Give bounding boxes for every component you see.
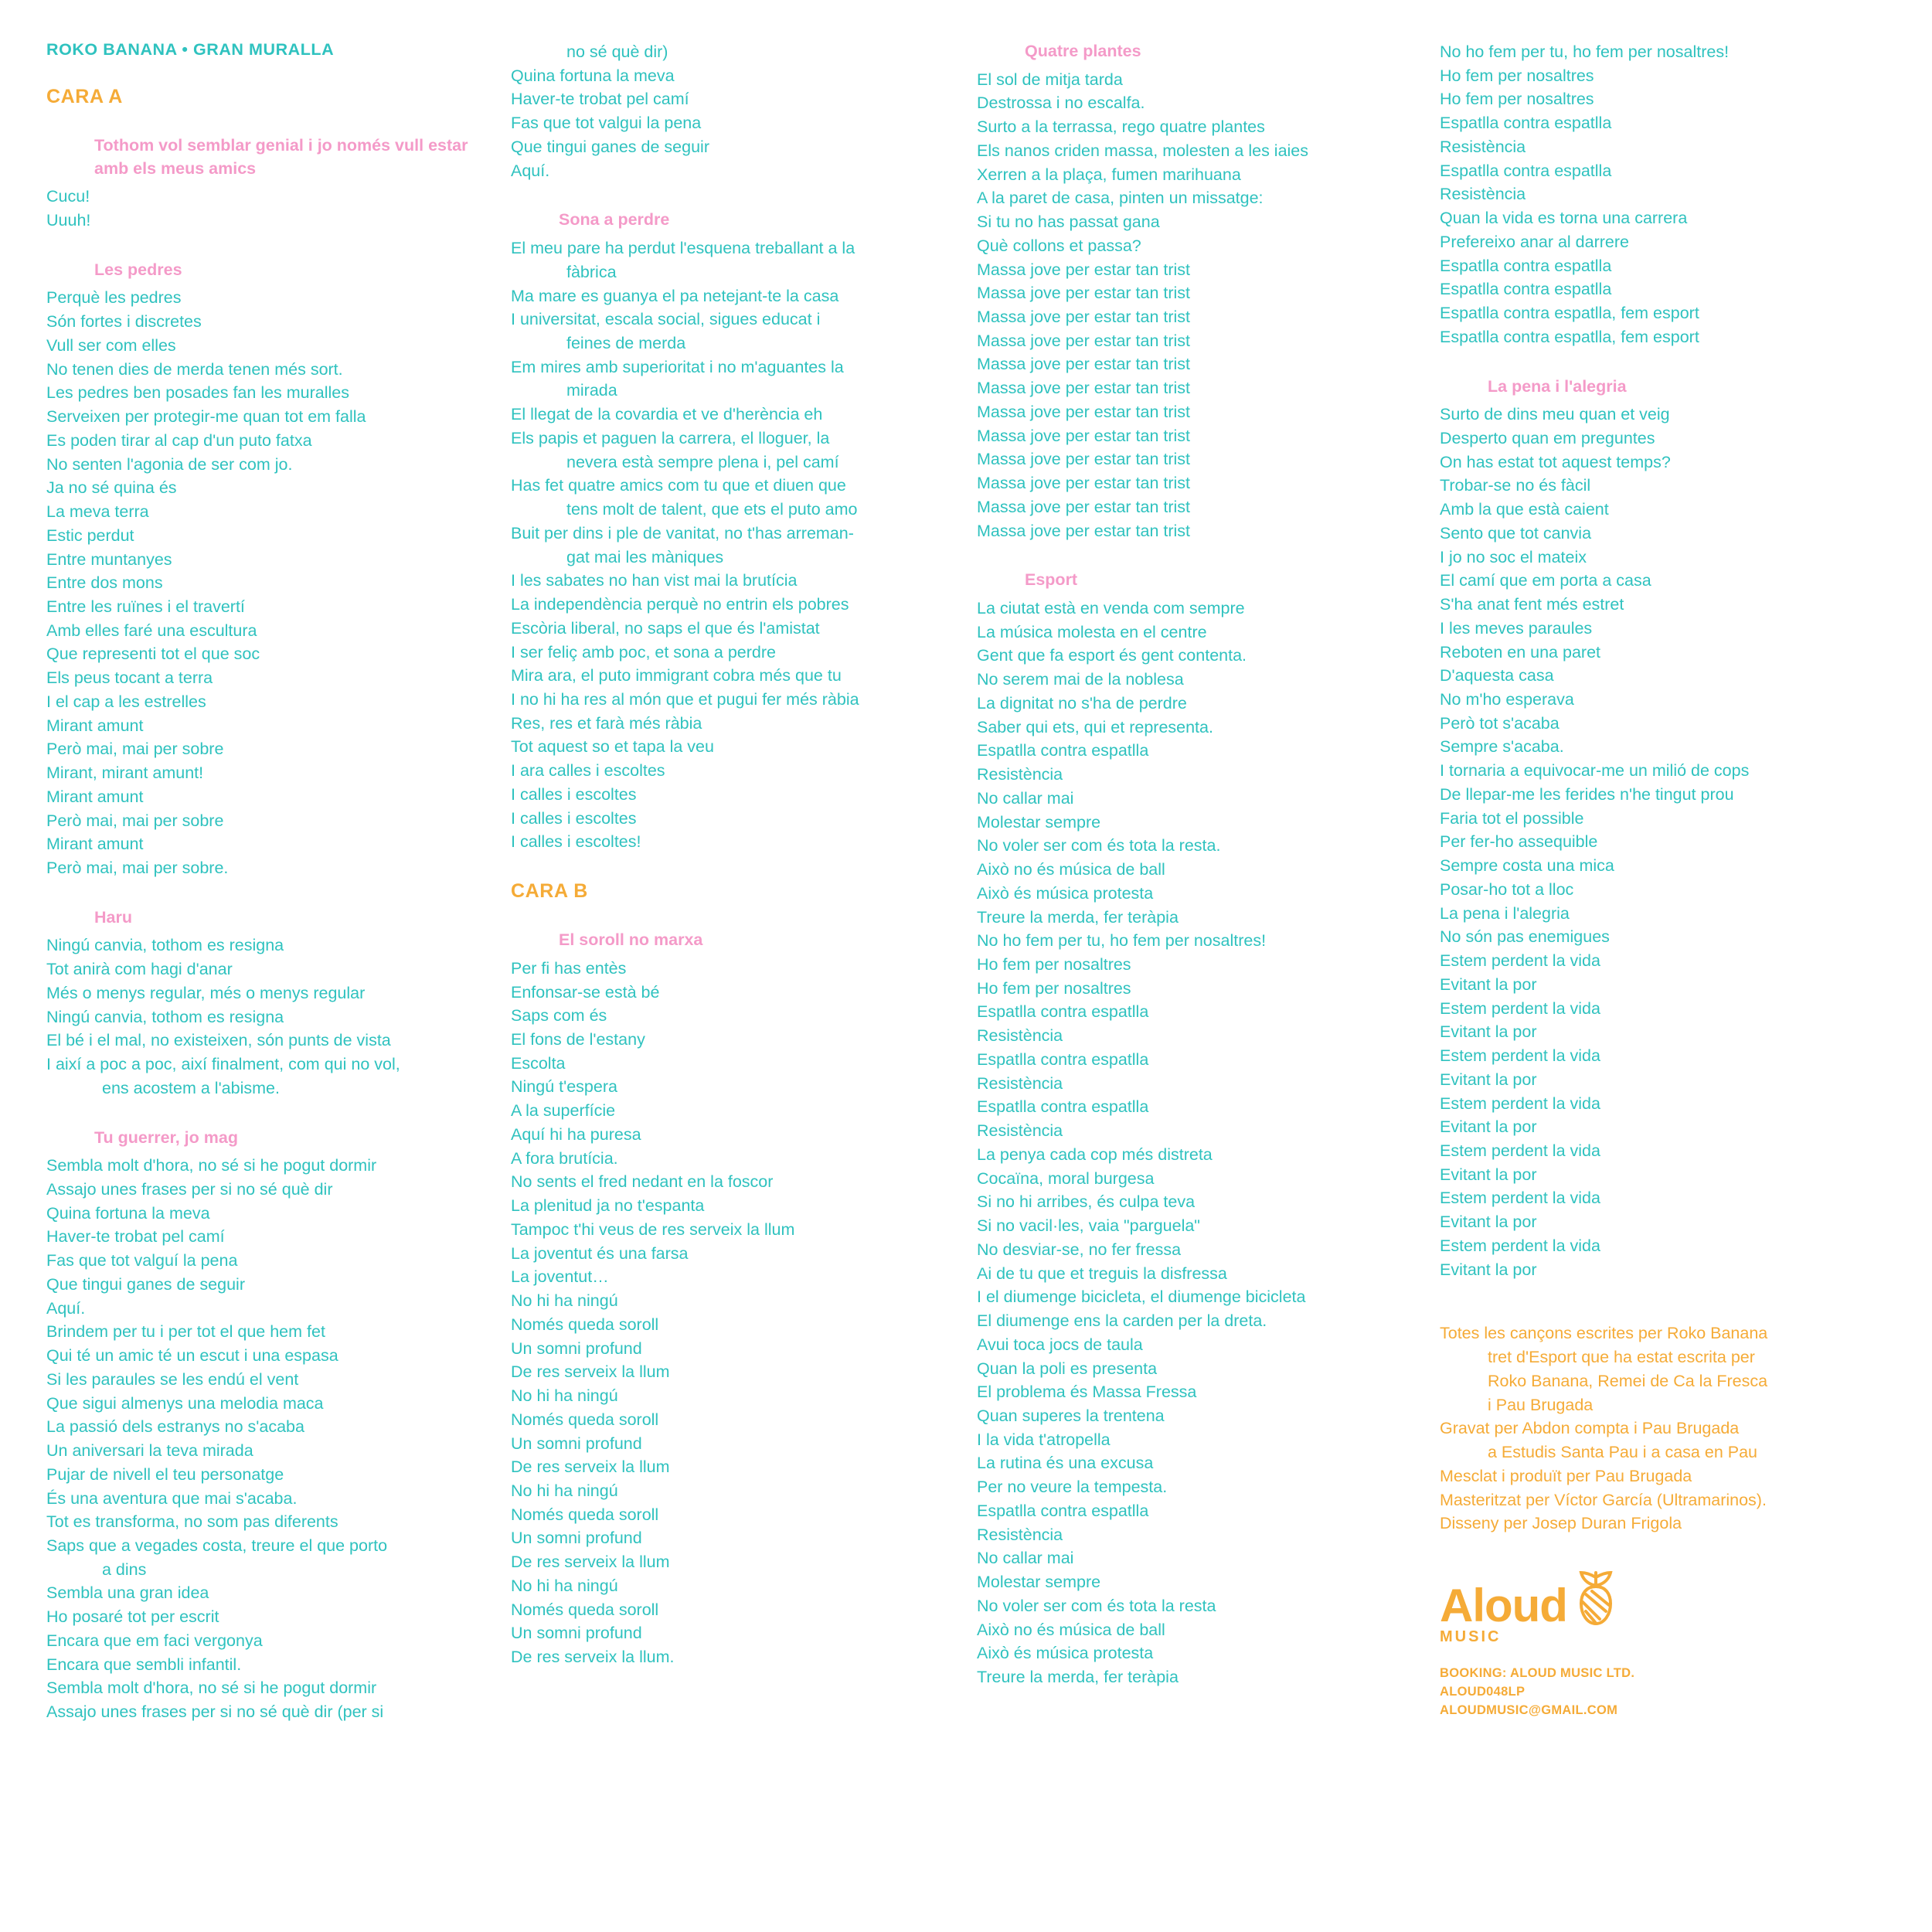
lyric-line: Saps que a vegades costa, treure el que porto <box>46 1536 388 1555</box>
lyric-line: Un somni profund <box>511 1434 642 1453</box>
lyric-line: La pena i l'alegria <box>1440 903 1570 923</box>
lyric-line: Per fi has entès <box>511 958 627 978</box>
lyric-line: La penya cada cop més distreta <box>977 1145 1213 1164</box>
credit-line: tret d'Esport que ha estat escrita per <box>1488 1348 1755 1367</box>
lyric-line: Però mai, mai per sobre <box>46 740 224 759</box>
lyric-line: feines de merda <box>566 334 686 352</box>
lyric-line: Treure la merda, fer teràpia <box>977 907 1179 927</box>
lyric-line: Quan la vida es torna una carrera <box>1440 209 1688 228</box>
lyric-line: Serveixen per protegir-me quan tot em falla <box>46 407 366 427</box>
lyric-line: Ningú t'espera <box>511 1077 617 1097</box>
song-title: Sona a perdre <box>559 210 670 230</box>
label-name: Aloud <box>1440 1579 1567 1631</box>
lyric-line: Trobar-se no és fàcil <box>1440 476 1591 495</box>
lyric-line: Assajo unes frases per si no sé què dir <box>46 1179 333 1199</box>
lyric-line: Haver-te trobat pel camí <box>46 1227 225 1247</box>
lyric-line: Ho fem per nosaltres <box>1440 66 1594 85</box>
lyric-line: És una aventura que mai s'acaba. <box>46 1488 298 1508</box>
lyric-line: Resistència <box>977 765 1063 784</box>
lyric-line: Resistència <box>1440 137 1526 156</box>
lyric-line: Entre les ruïnes i el travertí <box>46 597 245 616</box>
lyric-line: Ho fem per nosaltres <box>977 978 1131 998</box>
lyric-line: Si tu no has passat gana <box>977 213 1160 232</box>
lyric-line: A la superfície <box>511 1101 616 1121</box>
lyric-line: El diumenge ens la carden per la dreta. <box>977 1311 1267 1331</box>
lyric-line: Buit per dins i ple de vanitat, no t'has arreman- <box>511 523 854 543</box>
lyric-line: Això no és música de ball <box>977 1620 1165 1639</box>
lyric-line: Els peus tocant a terra <box>46 668 213 688</box>
lyric-line: Aquí. <box>46 1298 86 1318</box>
lyric-line: Estem perdent la vida <box>1440 1046 1600 1066</box>
lyric-line: Evitant la por <box>1440 1117 1537 1137</box>
lyric-line: Fas que tot valguí la pena <box>46 1251 238 1270</box>
lyric-line: El camí que em porta a casa <box>1440 571 1651 590</box>
lyric-line: I així a poc a poc, així finalment, com qui no vol, <box>46 1055 400 1074</box>
lyric-line: Evitant la por <box>1440 975 1537 994</box>
lyric-line: Evitant la por <box>1440 1260 1537 1279</box>
lyric-line: Espatlla contra espatlla <box>977 1049 1149 1069</box>
lyric-line: Xerren a la plaça, fumen marihuana <box>977 165 1241 184</box>
lyric-line: Massa jove per estar tan trist <box>977 497 1191 516</box>
lyric-line: Assajo unes frases per si no sé què dir (per si <box>46 1702 384 1722</box>
lyric-line: Surto a la terrassa, rego quatre plantes <box>977 117 1265 137</box>
lyric-line: Tot es transforma, no som pas diferents <box>46 1512 338 1532</box>
lyric-line: Només queda soroll <box>511 1410 659 1429</box>
lyric-line: La meva terra <box>46 502 149 522</box>
lyric-line: I calles i escoltes <box>511 808 637 828</box>
column-1 <box>40 40 503 1750</box>
lyric-line: Ningú canvia, tothom es resigna <box>46 936 284 955</box>
lyric-line: Molestar sempre <box>977 812 1101 832</box>
lyric-line: Espatlla contra espatlla <box>977 741 1149 760</box>
lyric-line: Si no hi arribes, és culpa teva <box>977 1192 1196 1212</box>
lyric-line: Aquí hi ha puresa <box>511 1124 641 1144</box>
lyric-line: Gent que fa esport és gent contenta. <box>977 646 1247 665</box>
lyric-line: Saps com és <box>511 1006 607 1026</box>
lyric-line: Massa jove per estar tan trist <box>977 355 1191 374</box>
lyric-line: Reboten en una paret <box>1440 642 1600 662</box>
credit-line: a Estudis Santa Pau i a casa en Pau <box>1488 1443 1758 1462</box>
lyric-line: Aquí. <box>511 161 550 180</box>
band-credit: ROKO BANANA • GRAN MURALLA <box>46 40 335 59</box>
lyric-line: Això és música protesta <box>977 1644 1154 1663</box>
lyric-line: Espatlla contra espatlla, fem esport <box>1440 327 1699 346</box>
label-subtitle: MUSIC <box>1440 1628 1502 1645</box>
lyric-line: Espatlla contra espatlla, fem esport <box>1440 304 1699 323</box>
lyric-line: Espatlla contra espatlla <box>1440 280 1612 299</box>
lyric-line: Perquè les pedres <box>46 288 182 308</box>
lyric-line: Espatlla contra espatlla <box>1440 161 1612 180</box>
column-4 <box>1429 40 1892 1720</box>
lyric-line: No senten l'agonia de ser com jo. <box>46 454 293 474</box>
song-lyrics <box>46 185 477 232</box>
side-b-heading: CARA B <box>511 880 588 903</box>
lyric-line: Ningú canvia, tothom es resigna <box>46 1007 284 1026</box>
lyric-line: Això és música protesta <box>977 883 1154 903</box>
pineapple-icon <box>1572 1570 1620 1627</box>
lyric-line: Ma mare es guanya el pa netejant-te la casa <box>511 286 839 305</box>
lyric-line: Res, res et farà més ràbia <box>511 713 702 733</box>
columns-container <box>40 40 1892 1901</box>
song-lyrics <box>1440 40 1892 349</box>
lyric-line: Són fortes i discretes <box>46 312 202 332</box>
song-title: Quatre plantes <box>1025 42 1141 60</box>
lyric-line: Ho fem per nosaltres <box>1440 90 1594 109</box>
lyric-line: Massa jove per estar tan trist <box>977 260 1191 279</box>
lyric-line: Quan la poli es presenta <box>977 1359 1158 1378</box>
lyric-line: Treure la merda, fer teràpia <box>977 1668 1179 1687</box>
lyric-line: Que sigui almenys una melodia maca <box>46 1393 324 1413</box>
lyric-line: La passió dels estranys no s'acaba <box>46 1417 304 1437</box>
credit-line: Mesclat i produït per Pau Brugada <box>1440 1466 1692 1485</box>
song-lyrics <box>511 40 940 182</box>
lyric-line: Evitant la por <box>1440 1213 1537 1232</box>
song-lyrics <box>46 1154 477 1724</box>
lyric-line: I ara calles i escoltes <box>511 761 665 781</box>
lyric-line: ens acostem a l'abisme. <box>102 1078 280 1097</box>
lyric-line: Mirant amunt <box>46 835 144 854</box>
lyric-line: Es poden tirar al cap d'un puto fatxa <box>46 430 312 450</box>
lyric-line: Sembla molt d'hora, no sé si he pogut dormir <box>46 1156 377 1175</box>
lyric-line: nevera està sempre plena i, pel camí <box>566 452 839 471</box>
lyric-line: I ser feliç amb poc, et sona a perdre <box>511 642 776 662</box>
lyric-line: No serem mai de la noblesa <box>977 670 1184 689</box>
lyric-line: Massa jove per estar tan trist <box>977 284 1191 303</box>
song-title: Tothom vol semblar genial i jo només vull estar amb els meus amics <box>94 136 468 178</box>
song-title: El soroll no marxa <box>559 930 703 950</box>
lyric-line: tens molt de talent, que ets el puto amo <box>566 500 858 519</box>
lyric-line: I tornaria a equivocar-me un milió de cops <box>1440 761 1750 781</box>
credit-line: i Pau Brugada <box>1488 1395 1594 1414</box>
lyric-line: Sembla molt d'hora, no sé si he pogut dormir <box>46 1679 377 1698</box>
lyric-line: Sempre costa una mica <box>1440 856 1614 876</box>
lyric-line: Molestar sempre <box>977 1573 1101 1592</box>
credit-line: Disseny per Josep Duran Frigola <box>1440 1514 1682 1533</box>
lyric-line: La joventut… <box>511 1267 609 1287</box>
lyric-line: Sento que tot canvia <box>1440 523 1592 543</box>
song-lyrics <box>511 236 940 854</box>
lyric-line: Brindem per tu i per tot el que hem fet <box>46 1322 325 1342</box>
lyric-line: La música molesta en el centre <box>977 622 1207 641</box>
lyric-line: Quina fortuna la meva <box>511 66 675 85</box>
credit-line: Roko Banana, Remei de Ca la Fresca <box>1488 1371 1768 1390</box>
lyric-line: Mirant amunt <box>46 787 144 806</box>
lyric-line: Pujar de nivell el teu personatge <box>46 1464 284 1484</box>
lyric-line: No són pas enemigues <box>1440 927 1610 947</box>
lyric-line: No voler ser com és tota la resta <box>977 1596 1216 1615</box>
lyric-line: Massa jove per estar tan trist <box>977 331 1191 350</box>
lyric-line: Espatlla contra espatlla <box>977 1501 1149 1520</box>
lyric-line: Un aniversari la teva mirada <box>46 1441 253 1461</box>
lyric-line: Si no vacil·les, vaia "parguela" <box>977 1216 1200 1236</box>
lyric-line: Massa jove per estar tan trist <box>977 402 1191 421</box>
lyric-line: Estem perdent la vida <box>1440 1141 1600 1160</box>
lyric-line: La dignitat no s'ha de perdre <box>977 693 1187 713</box>
lyric-line: Tot aquest so et tapa la veu <box>511 737 714 757</box>
lyric-line: I jo no soc el mateix <box>1440 547 1587 566</box>
lyric-line: Massa jove per estar tan trist <box>977 474 1191 493</box>
lyric-line: Avui toca jocs de taula <box>977 1335 1143 1354</box>
song-block-8 <box>977 569 1403 1689</box>
song-lyrics <box>977 597 1403 1689</box>
song-block-9 <box>1440 376 1892 1282</box>
lyric-line: No m'ho esperava <box>1440 690 1574 709</box>
lyric-line: Estem perdent la vida <box>1440 951 1600 971</box>
lyric-line: Estem perdent la vida <box>1440 1094 1600 1113</box>
song-lyrics <box>511 957 940 1669</box>
lyric-line: Si les paraules se les endú el vent <box>46 1369 299 1389</box>
lyric-line: Més o menys regular, més o menys regular <box>46 983 366 1002</box>
lyric-line: Un somni profund <box>511 1624 642 1643</box>
song-lyrics <box>46 934 477 1100</box>
lyric-line: Saber qui ets, qui et representa. <box>977 717 1213 736</box>
lyric-line: Un somni profund <box>511 1529 642 1548</box>
lyric-line: Massa jove per estar tan trist <box>977 426 1191 445</box>
song-block-6 <box>511 929 940 1669</box>
lyric-line: S'ha anat fent més estret <box>1440 595 1624 614</box>
lyric-line: Qui té un amic té un escut i una espasa <box>46 1346 338 1366</box>
booking-line: ALOUDMUSIC@GMAIL.COM <box>1440 1702 1618 1717</box>
lyric-line: Tot anirà com hagi d'anar <box>46 960 233 979</box>
lyric-line: Quina fortuna la meva <box>46 1203 210 1223</box>
lyric-line: Escòria liberal, no saps el que és l'amistat <box>511 618 820 638</box>
credit-line: Masteritzat per Víctor García (Ultramarinos). <box>1440 1490 1767 1509</box>
lyric-line: Resistència <box>977 1073 1063 1093</box>
lyric-line: Que tingui ganes de seguir <box>46 1274 245 1294</box>
song-lyrics <box>1440 403 1892 1281</box>
lyric-line: Entre dos mons <box>46 573 163 593</box>
lyric-line: Cucu! <box>46 187 90 206</box>
lyric-line: Resistència <box>977 1525 1063 1544</box>
lyric-line: De llepar-me les ferides n'he tingut prou <box>1440 784 1734 804</box>
booking-line: BOOKING: ALOUD MUSIC LTD. <box>1440 1665 1635 1680</box>
song-block-3 <box>46 906 477 1100</box>
lyric-line: Evitant la por <box>1440 1070 1537 1089</box>
lyric-line: Els nanos criden massa, molesten a les iaies <box>977 141 1309 160</box>
song-block-5 <box>511 209 940 854</box>
lyric-line: Massa jove per estar tan trist <box>977 521 1191 540</box>
label-logo <box>1440 1570 1892 1720</box>
lyric-line: Les pedres ben posades fan les muralles <box>46 383 350 403</box>
lyric-line: El fons de l'estany <box>511 1030 645 1049</box>
song-block-4-continued <box>511 40 940 182</box>
lyric-line: Mirant amunt <box>46 716 144 735</box>
lyric-line: Encara que em faci vergonya <box>46 1631 263 1650</box>
lyric-line: Només queda soroll <box>511 1600 659 1619</box>
song-title: Tu guerrer, jo mag <box>94 1128 238 1147</box>
lyric-line: Ja no sé quina és <box>46 478 177 498</box>
lyric-line: El bé i el mal, no existeixen, són punts de vista <box>46 1031 391 1050</box>
lyric-line: El problema és Massa Fressa <box>977 1383 1197 1402</box>
lyric-line: Un somni profund <box>511 1338 642 1358</box>
lyric-line: Massa jove per estar tan trist <box>977 379 1191 398</box>
lyric-line: Escolta <box>511 1053 566 1073</box>
lyric-line: I calles i escoltes <box>511 784 637 804</box>
song-block-7 <box>977 40 1403 543</box>
lyric-line: Ho posaré tot per escrit <box>46 1607 219 1627</box>
lyric-line: No hi ha ningú <box>511 1481 618 1500</box>
song-title: Les pedres <box>94 260 182 279</box>
booking-line: ALOUD048LP <box>1440 1684 1526 1699</box>
lyric-line: Surto de dins meu quan et veig <box>1440 405 1670 424</box>
lyric-line: Prefereixo anar al darrere <box>1440 232 1629 251</box>
lyric-line: Els papis et paguen la carrera, el lloguer, la <box>511 428 830 447</box>
lyric-line: I les meves paraules <box>1440 618 1593 638</box>
lyric-line: El sol de mitja tarda <box>977 70 1123 89</box>
lyric-line: Cocaïna, moral burgesa <box>977 1168 1155 1188</box>
lyric-line: A la paret de casa, pinten un missatge: <box>977 189 1264 208</box>
lyric-line: No ho fem per tu, ho fem per nosaltres! <box>1440 43 1730 61</box>
lyric-line: No hi ha ningú <box>511 1291 618 1311</box>
lyric-line: Estem perdent la vida <box>1440 1236 1600 1255</box>
lyric-line: Desperto quan em preguntes <box>1440 428 1655 447</box>
song-block-8-continued <box>1440 40 1892 349</box>
lyric-line: No callar mai <box>977 1549 1074 1568</box>
lyric-line: De res serveix la llum <box>511 1362 670 1382</box>
lyric-line: Evitant la por <box>1440 1022 1537 1042</box>
lyric-line: I el diumenge bicicleta, el diumenge bicicleta <box>977 1287 1306 1307</box>
song-lyrics <box>46 286 477 879</box>
lyric-line: El llegat de la covardia et ve d'herència eh <box>511 405 823 424</box>
credit-line: Gravat per Abdon compta i Pau Brugada <box>1440 1419 1740 1438</box>
lyric-line: Destrossa i no escalfa. <box>977 94 1145 113</box>
lyric-line: De res serveix la llum <box>511 1553 670 1572</box>
lyric-line: Espatlla contra espatlla <box>1440 114 1612 133</box>
lyric-line: Però mai, mai per sobre <box>46 811 224 830</box>
lyric-line: Estem perdent la vida <box>1440 1189 1600 1208</box>
column-3 <box>966 40 1429 1716</box>
lyric-line: Fas que tot valgui la pena <box>511 114 702 133</box>
song-block-1 <box>46 134 477 233</box>
lyric-line: La plenitud ja no t'espanta <box>511 1196 705 1216</box>
lyric-line: De res serveix la llum <box>511 1458 670 1477</box>
lyric-line: Enfonsar-se està bé <box>511 982 660 1002</box>
song-block-2 <box>46 259 477 880</box>
lyric-line: Això no és música de ball <box>977 860 1165 879</box>
song-title: Haru <box>94 907 132 927</box>
lyric-line: Però tot s'acaba <box>1440 713 1560 733</box>
lyric-line: mirada <box>566 381 617 400</box>
lyric-line: Mirant, mirant amunt! <box>46 764 204 783</box>
lyric-line: Ho fem per nosaltres <box>977 955 1131 975</box>
lyric-line: I calles i escoltes! <box>511 832 641 852</box>
lyric-line: Encara que sembli infantil. <box>46 1655 242 1674</box>
lyric-line: No voler ser com és tota la resta. <box>977 836 1221 855</box>
song-block-4 <box>46 1127 477 1724</box>
lyric-line: No desviar-se, no fer fressa <box>977 1240 1182 1259</box>
lyric-line: No sents el fred nedant en la foscor <box>511 1172 774 1192</box>
lyric-line: fàbrica <box>566 262 617 281</box>
lyric-line: No callar mai <box>977 788 1074 808</box>
lyric-line: Però mai, mai per sobre. <box>46 859 229 878</box>
lyric-line: Espatlla contra espatlla <box>1440 256 1612 275</box>
lyric-line: Què collons et passa? <box>977 236 1141 255</box>
lyric-line: Entre muntanyes <box>46 549 172 569</box>
side-a-heading: CARA A <box>46 86 123 107</box>
lyric-line: Estem perdent la vida <box>1440 998 1600 1018</box>
lyric-line: La independència perquè no entrin els pobres <box>511 595 849 614</box>
lyric-line: Posar-ho tot a lloc <box>1440 879 1574 899</box>
lyric-line: Mira ara, el puto immigrant cobra més que tu <box>511 666 842 685</box>
lyric-line: Has fet quatre amics com tu que et diuen que <box>511 476 846 495</box>
lyric-line: On has estat tot aquest temps? <box>1440 452 1671 471</box>
song-title: Esport <box>1025 570 1078 590</box>
lyric-line: Amb la que està caient <box>1440 500 1609 519</box>
lyric-line: I la vida t'atropella <box>977 1430 1111 1449</box>
lyric-line: Evitant la por <box>1440 1165 1537 1184</box>
lyric-line: Per no veure la tempesta. <box>977 1478 1168 1497</box>
lyric-line: Espatlla contra espatlla <box>977 1002 1149 1022</box>
lyric-line: no sé què dir) <box>566 43 668 61</box>
lyric-line: No ho fem per tu, ho fem per nosaltres! <box>977 931 1267 951</box>
credits-block <box>1440 1321 1892 1536</box>
lyric-line: Amb elles faré una escultura <box>46 621 257 640</box>
lyric-line: Només queda soroll <box>511 1505 659 1524</box>
lyric-line: Resistència <box>1440 185 1526 204</box>
song-lyrics <box>977 68 1403 543</box>
lyric-line: El meu pare ha perdut l'esquena treballant a la <box>511 239 855 258</box>
lyric-line: La ciutat està en venda com sempre <box>977 599 1245 617</box>
lyric-line: A fora brutícia. <box>511 1148 618 1168</box>
lyric-line: Que tingui ganes de seguir <box>511 137 709 156</box>
lyric-line: Resistència <box>977 1121 1063 1141</box>
lyric-line: De res serveix la llum. <box>511 1648 675 1667</box>
lyric-line: gat mai les màniques <box>566 547 724 566</box>
lyric-line: I el cap a les estrelles <box>46 692 206 711</box>
logo-row <box>1440 1570 1892 1631</box>
lyric-line: Massa jove per estar tan trist <box>977 308 1191 326</box>
lyric-line: Només queda soroll <box>511 1315 659 1334</box>
credit-line: Totes les cançons escrites per Roko Banana <box>1440 1324 1768 1343</box>
lyric-line: No hi ha ningú <box>511 1386 618 1406</box>
column-2 <box>503 40 966 1696</box>
lyric-line: Sempre s'acaba. <box>1440 737 1564 757</box>
lyric-line: Resistència <box>977 1026 1063 1046</box>
lyric-line: Ai de tu que et treguis la disfressa <box>977 1264 1227 1283</box>
booking-info <box>1440 1665 1892 1720</box>
lyric-line: Espatlla contra espatlla <box>977 1097 1149 1117</box>
lyric-line: Sembla una gran idea <box>46 1583 209 1603</box>
lyric-line: Per fer-ho assequible <box>1440 832 1598 852</box>
lyric-line: Em mires amb superioritat i no m'aguantes la <box>511 357 844 376</box>
lyric-line: Estic perdut <box>46 526 134 545</box>
lyric-line: I no hi ha res al món que et pugui fer més ràbia <box>511 690 859 709</box>
song-title: La pena i l'alegria <box>1488 376 1627 396</box>
lyric-line: D'aquesta casa <box>1440 666 1554 685</box>
lyric-line: No tenen dies de merda tenen més sort. <box>46 359 343 379</box>
lyric-line: La rutina és una excusa <box>977 1454 1154 1473</box>
lyric-line: Que representi tot el que soc <box>46 645 260 664</box>
lyric-line: I les sabates no han vist mai la brutícia <box>511 571 798 590</box>
lyric-line: Massa jove per estar tan trist <box>977 450 1191 469</box>
lyric-line: Quan superes la trentena <box>977 1406 1165 1425</box>
lyric-line: Uuuh! <box>46 211 91 230</box>
lyric-line: La joventut és una farsa <box>511 1243 689 1263</box>
lyric-line: Tampoc t'hi veus de res serveix la llum <box>511 1219 795 1239</box>
lyric-line: Faria tot el possible <box>1440 808 1584 828</box>
lyric-line: Vull ser com elles <box>46 335 176 355</box>
lyric-line: Haver-te trobat pel camí <box>511 90 689 109</box>
lyric-line: No hi ha ningú <box>511 1576 618 1595</box>
lyric-line: I universitat, escala social, sigues educat i <box>511 310 821 329</box>
lyric-line: a dins <box>102 1560 147 1579</box>
